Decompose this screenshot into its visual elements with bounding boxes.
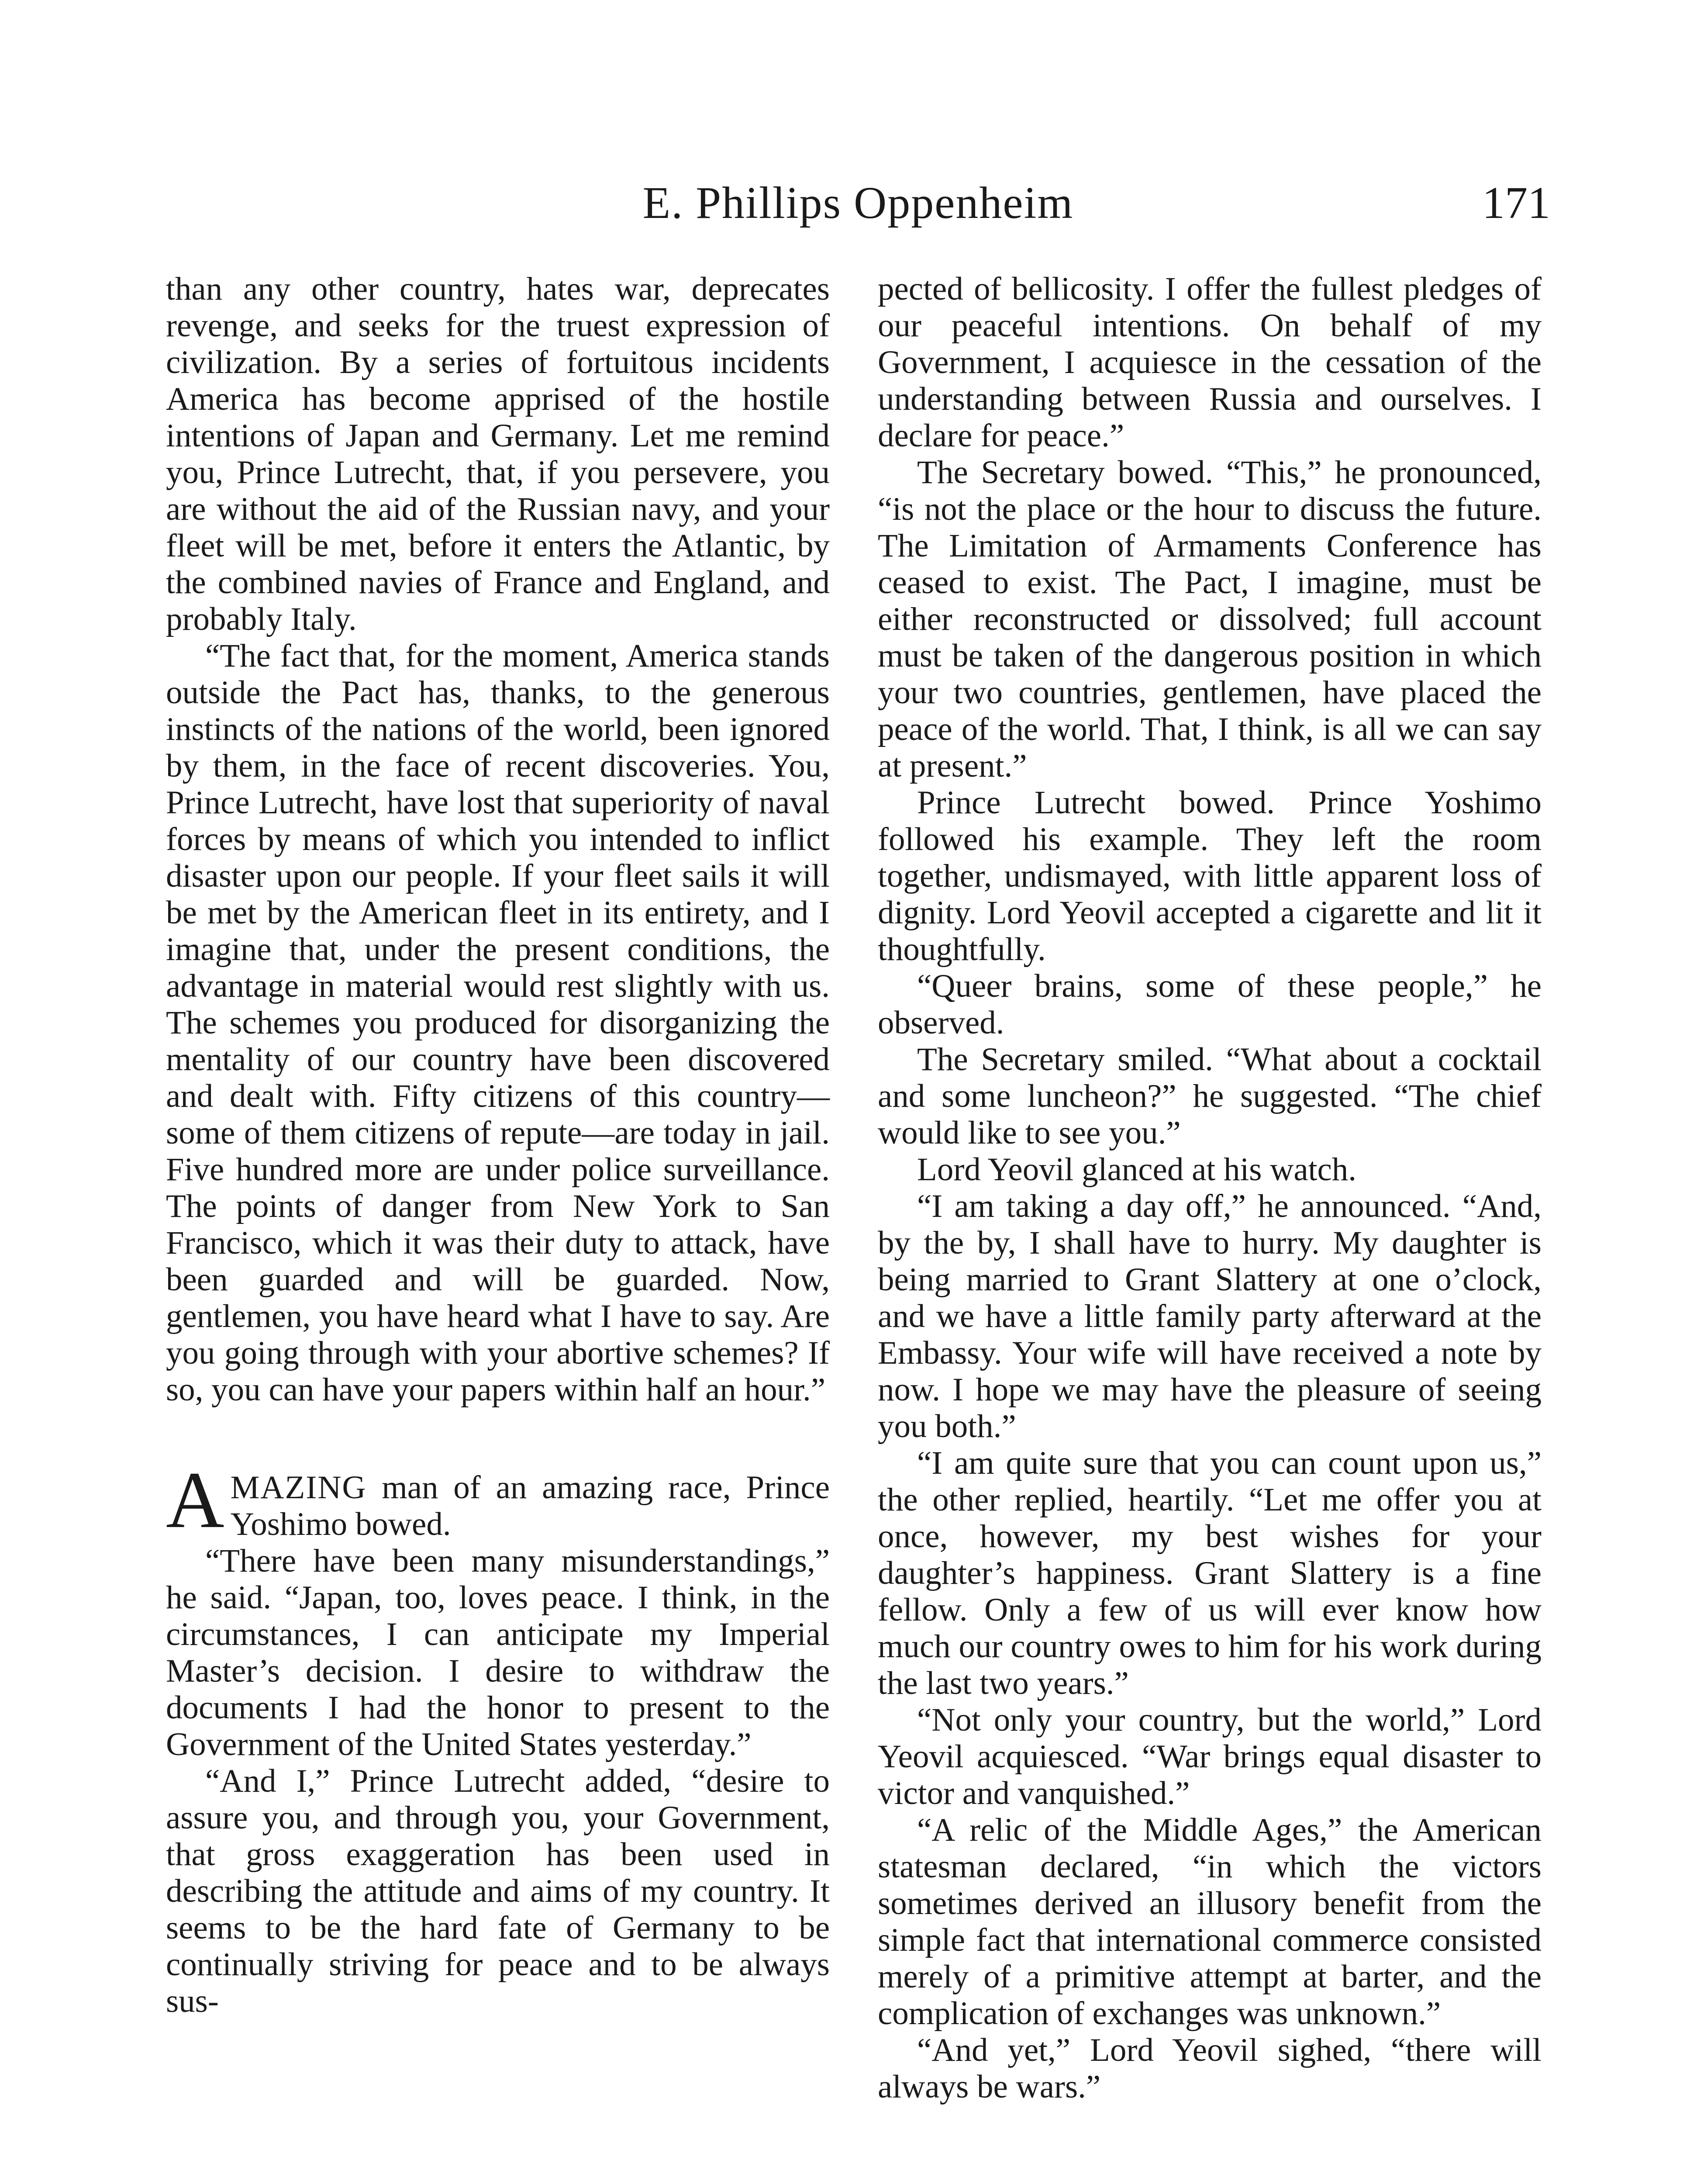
- paragraph: Lord Yeovil glanced at his watch.: [917, 1151, 1357, 1188]
- drop-cap: A: [166, 1455, 224, 1545]
- paragraph: pected of bellicosity. I offer the fullest pledges of our peaceful intentions. On behalf of my Government, I acquiesce in the cessation of the understanding between Russia and ourselves. I declare for peace.”: [878, 271, 1542, 454]
- right-column: [878, 271, 1542, 2105]
- paragraph: Prince Lutrecht bowed. Prince Yoshimo followed his example. They left the room together, undismayed, with little apparent loss of dignity. Lord Yeovil accepted a cigarette and lit it thoughtfully.: [878, 784, 1542, 968]
- paragraph: The Secretary bowed. “This,” he pronounced, “is not the place or the hour to discuss the future. The Limitation of Armaments Conference has ceased to exist. The Pact, I imagine, must be either reconstructed or dissolved; full account must be taken of the dangerous position in which your two countries, gentlemen, have placed the peace of the world. That, I think, is all we can say at present.”: [878, 454, 1542, 784]
- paragraph: “A relic of the Middle Ages,” the American statesman declared, “in which the victors sometimes derived an illusory benefit from the simple fact that international commerce consisted merely of a primitive attempt at barter, and the complication of exchanges was unknown.”: [878, 1812, 1542, 2032]
- paragraph: “The fact that, for the moment, America stands outside the Pact has, thanks, to the generous instincts of the nations of the world, been ignored by them, in the face of recent discoveries. You, Prince Lutrecht, have lost that superiority of naval forces by means of which you intended to inflict disaster upon our people. If your fleet sails it will be met by the American fleet in its entirety, and I imagine that, under the present conditions, the advantage in material would rest slightly with us. The schemes you produced for disorganizing the mentality of our country have been discovered and dealt with. Fifty citizens of this country—some of them citizens of repute—are today in jail. Five hundred more are under police surveillance. The points of danger from New York to San Francisco, which it was their duty to attack, have been guarded and will be guarded. Now, gentlemen, you have heard what I have to say. Are you going through with your abortive schemes? If so, you can have your papers within half an hour.”: [166, 638, 830, 1408]
- small-caps-lead: MAZING: [230, 1469, 367, 1506]
- page-number: 171: [1482, 178, 1550, 228]
- paragraph: “And I,” Prince Lutrecht added, “desire to assure you, and through you, your Government, that gross exaggeration has been used in describing the attitude and aims of my country. It seems to be the hard fate of Germany to be continually striving for peace and to be always sus-: [166, 1763, 830, 2019]
- running-title: E. Phillips Oppenheim: [642, 178, 1074, 228]
- paragraph-text: man of an amazing race, Prince Yoshimo bowed.: [230, 1469, 830, 1542]
- paragraph: “And yet,” Lord Yeovil sighed, “there will always be wars.”: [878, 2032, 1542, 2105]
- paragraph: The Secretary smiled. “What about a cocktail and some luncheon?” he suggested. “The chief would like to see you.”: [878, 1041, 1542, 1151]
- paragraph: than any other country, hates war, deprecates revenge, and seeks for the truest expression of civilization. By a series of fortuitous incidents America has become apprised of the hostile intentions of Japan and Germany. Let me remind you, Prince Lutrecht, that, if you persevere, you are without the aid of the Russian navy, and your fleet will be met, before it enters the Atlantic, by the combined navies of France and England, and probably Italy.: [166, 271, 830, 637]
- paragraph: “There have been many misunderstandings,” he said. “Japan, too, loves peace. I think, in the circumstances, I can anticipate my Imperial Master’s decision. I desire to withdraw the documents I had the honor to present to the Government of the United States yesterday.”: [166, 1543, 830, 1762]
- paragraph: “Not only your country, but the world,” Lord Yeovil acquiesced. “War brings equal disaster to victor and vanquished.”: [878, 1702, 1542, 1811]
- paragraph: “Queer brains, some of these people,” he observed.: [878, 968, 1542, 1041]
- paragraph: “I am taking a day off,” he announced. “And, by the by, I shall have to hurry. My daughter is being married to Grant Slattery at one o’clock, and we have a little family party afterward at the Embassy. Your wife will have received a note by now. I hope we may have the pleasure of seeing you both.”: [878, 1188, 1542, 1444]
- paragraph: “I am quite sure that you can count upon us,” the other replied, heartily. “Let me offer you at once, however, my best wishes for your daughter’s happiness. Grant Slattery is a fine fellow. Only a few of us will ever know how much our country owes to him for his work during the last two years.”: [878, 1445, 1542, 1701]
- left-column: [166, 271, 830, 2020]
- page-header: [166, 170, 1550, 236]
- section-opening-paragraph: [166, 1455, 830, 1545]
